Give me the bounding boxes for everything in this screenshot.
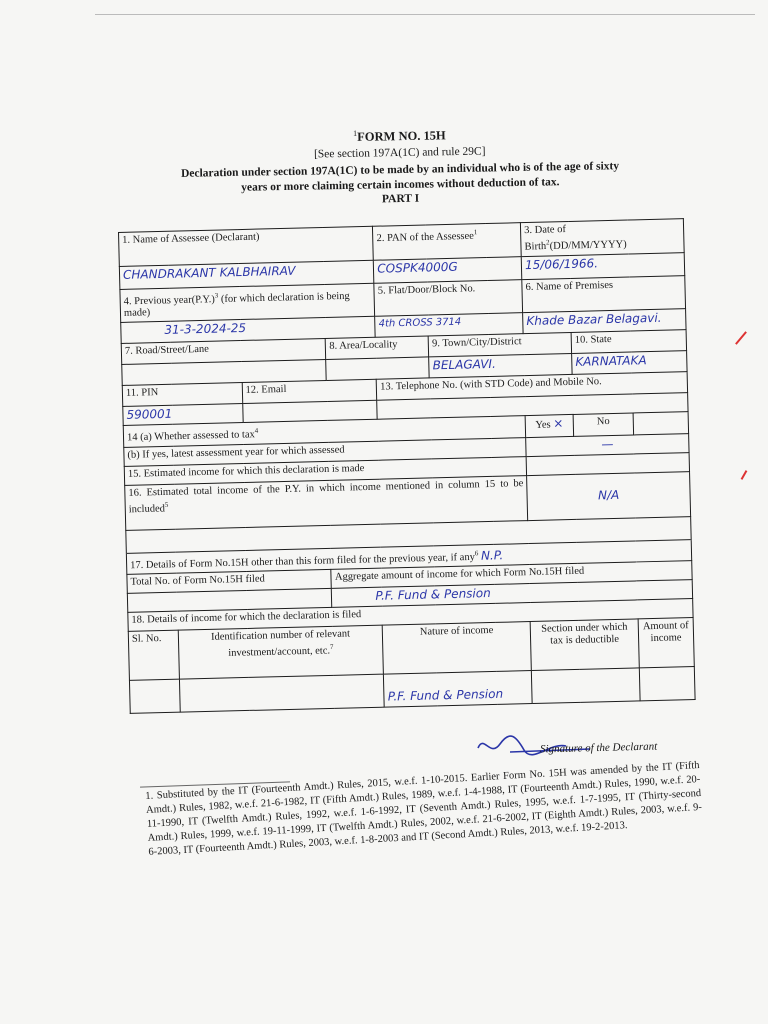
label-text: 4. Previous year(P.Y.) xyxy=(123,293,215,307)
signature-label: Signature of the Declarant xyxy=(539,740,658,756)
label-text: 11. PIN xyxy=(125,387,159,399)
label-text: Section under which tax is deductible xyxy=(541,621,628,647)
label-text: 1. Name of Assessee (Declarant) xyxy=(122,231,260,246)
label-text: 15. Estimated income for which this declaration is made xyxy=(127,462,365,480)
label-text: 6. Name of Premises xyxy=(525,279,614,293)
part-label: PART I xyxy=(381,192,420,206)
handwritten-name: CHANDRAKANT KALBHAIRAV xyxy=(122,263,296,282)
form-title-text: FORM NO. 15H xyxy=(357,128,446,144)
handwritten-assessed-mark: × xyxy=(553,416,564,431)
footnote-mark: 5 xyxy=(164,500,169,509)
label-text: 17. Details of Form No.15H other than this form filed for the previous year, if any xyxy=(130,551,476,571)
label-text: 2. PAN of the Assessee xyxy=(376,230,475,245)
cell-section[interactable] xyxy=(531,668,640,704)
handwritten-town: BELAGAVI. xyxy=(432,356,496,373)
label-text: (DD/MM/YYYY) xyxy=(549,239,627,252)
label-text: (b) If yes, latest assessment year for which assessed xyxy=(127,444,345,461)
header-section xyxy=(530,619,639,671)
label-text: Amount of income xyxy=(642,620,689,645)
form-header xyxy=(119,123,680,210)
label-state xyxy=(571,330,686,354)
label-text: (for which declaration is being made) xyxy=(123,290,350,319)
footnote-mark: 3 xyxy=(214,291,219,300)
label-pan xyxy=(373,223,522,260)
label-text: 13. Telephone No. (with STD Code) and Mobile No. xyxy=(380,376,602,393)
label-premises xyxy=(522,275,686,312)
yes-option[interactable] xyxy=(525,414,573,437)
value-state[interactable] xyxy=(572,351,687,375)
cell-sl-no[interactable] xyxy=(129,679,180,713)
label-text: 12. Email xyxy=(245,383,287,396)
form-reference: [See section 197A(1C) and rule 29C] xyxy=(313,145,486,161)
label-text: Birth xyxy=(524,241,547,253)
handwritten-pan: COSPK4000G xyxy=(377,259,458,276)
handwritten-previous-year: 31-3-2024-25 xyxy=(164,320,247,337)
yes-label: Yes xyxy=(535,419,551,431)
label-text: Total No. of Form No.15H filed xyxy=(130,573,265,588)
header-nature xyxy=(383,622,532,675)
handwritten-flat: 4th CROSS 3714 xyxy=(378,316,462,330)
label-text: Identification number of relevant investment/account, etc. xyxy=(210,628,351,659)
footnote-mark: 2 xyxy=(545,238,550,247)
title-footnote-mark: 1 xyxy=(353,128,358,138)
label-flat xyxy=(374,279,523,316)
footnote-mark: 4 xyxy=(254,426,259,435)
handwritten-dob: 15/06/1966. xyxy=(524,255,599,272)
label-text: 5. Flat/Door/Block No. xyxy=(377,282,476,297)
label-date-of-birth xyxy=(521,219,685,256)
declaration-form-table xyxy=(118,218,696,714)
label-text: 8. Area/Locality xyxy=(329,339,398,352)
value-estimated-total[interactable] xyxy=(527,471,691,520)
handwritten-nature: P.F. Fund & Pension xyxy=(387,686,504,704)
label-text: 7. Road/Street/Lane xyxy=(124,343,210,357)
label-text: Aggregate amount of income for which Form No.15H filed xyxy=(334,565,585,583)
label-text: 10. State xyxy=(574,333,612,346)
handwritten-aggregate: P.F. Fund & Pension xyxy=(375,586,491,603)
declaration-line-1: Declaration under section 197A(1C) to be made by an individual who is of the age of sixty xyxy=(180,160,620,180)
label-text: Nature of income xyxy=(419,624,494,638)
handwritten-estimated-total: N/A xyxy=(597,487,620,502)
value-area[interactable] xyxy=(326,357,429,381)
label-area xyxy=(326,336,429,360)
handwritten-pin: 590001 xyxy=(126,406,173,422)
cell-identification[interactable] xyxy=(179,674,384,712)
label-pin xyxy=(122,383,242,407)
cell-amount[interactable] xyxy=(639,667,695,701)
handwritten-form15h-other: N.P. xyxy=(480,547,504,563)
footnote-mark: 6 xyxy=(474,548,479,557)
label-text: 16. Estimated total income of the P.Y. in which income mentioned in column 15 to be included xyxy=(128,477,524,515)
handwritten-premises: Khade Bazar Belagavi. xyxy=(526,310,662,329)
footnote-mark: 1 xyxy=(473,228,478,237)
footnote-text: 1. Substituted by the IT (Fourteenth Amdt.) Rules, 2015, w.e.f. 1-10-2015. Earlier Form No. 15H was amended by the IT (Fifth Amdt.) Rules, 1982, w.e.f. 21-6-1982, IT (Fifth Amdt.) Rules, 1989, w.e.f. 1-4-1988, IT (Fourteenth Amdt.) Rules, 1990, w.e.f. 20-11-1990, IT (Twelfth Amdt.) Rules, 1992, w.e.f. 1-6-1992, IT (Seventh Amdt.) Rules, 1995, w.e.f. 1-7-1995, IT (Thirty-second Amdt.) Rules, 1999, w.e.f. 19-11-1999, IT (Twelfth Amdt.) Rules, 2002, w.e.f. 21-6-2002, IT (Eighth Amdt.) Rules, 2003, w.e.f. 9-6-2003, IT (Fourteenth Amdt.) Rules, 2003, w.e.f. 1-8-2003 and IT (Second Amdt.) Rules, 2013, w.e.f. 19-2-2013. xyxy=(145,760,703,858)
header-sl-no xyxy=(128,630,179,680)
header-identification xyxy=(178,625,384,679)
top-rule xyxy=(95,14,755,15)
label-text: Sl. No. xyxy=(131,633,162,645)
label-text: 9. Town/City/District xyxy=(431,336,522,350)
assessed-blank xyxy=(633,412,689,435)
handwritten-latest-ay: — xyxy=(601,436,614,451)
label-text: 3. Date of xyxy=(524,224,567,237)
no-label: No xyxy=(596,416,610,428)
no-option[interactable] xyxy=(573,413,633,436)
cell-nature[interactable] xyxy=(384,671,533,708)
header-amount xyxy=(638,618,694,668)
footnote-mark: 7 xyxy=(329,642,334,651)
label-text: 14 (a) Whether assessed to tax xyxy=(126,429,255,444)
handwritten-state: KARNATAKA xyxy=(575,353,647,369)
label-text: 18. Details of income for which the declaration is filed xyxy=(131,609,362,626)
red-tick-mark xyxy=(741,470,748,480)
red-tick-mark xyxy=(735,331,747,345)
declaration-line-2: years or more claiming certain incomes without deduction of tax. xyxy=(241,176,560,194)
